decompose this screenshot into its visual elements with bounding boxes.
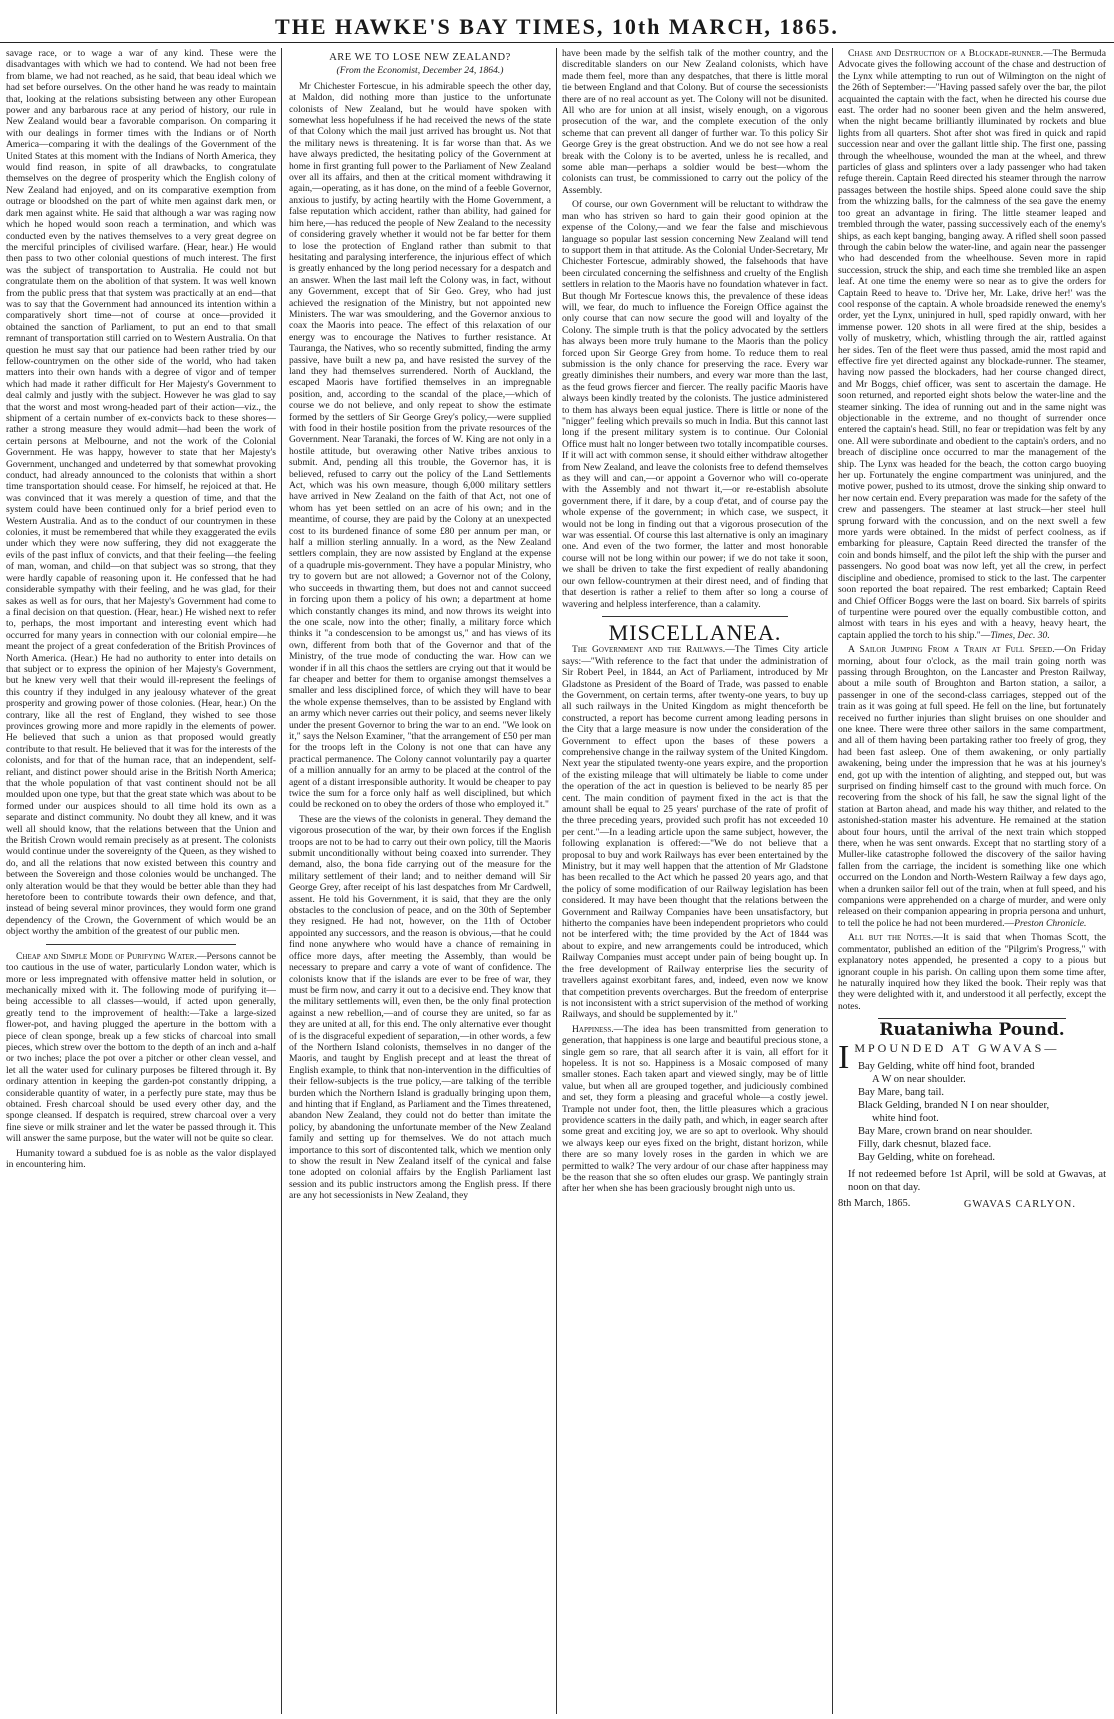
water-article-title: Cheap and Simple Mode of Purifying Water. [16, 950, 197, 962]
notice-date: 8th March, 1865. [838, 1197, 911, 1209]
column-2 [289, 48, 551, 1714]
divider [878, 1018, 1066, 1019]
railways-article [562, 644, 828, 1020]
masthead-rule [0, 42, 1114, 43]
blockade-article [838, 48, 1106, 641]
article-paragraph: These are the views of the colonists in general. They demand the vigorous prosecution of the war, by their own forces if the English troops are not to be had to carry out their own policy, till the Maoris submit unconditionally without being coaxed into surrender. They demand, also, the bona fide carrying out of the measure for the military settlement of their land; and to neither demand will Sir George Grey, after receipt of his last despatches from Mr Cardwell, assent. He told his Government, it is said, that they are the only obstacles to the conclusion of peace, and on the 30th of September they resigned. He had not, however, on the 11th of October appointed any successors, and the reason is obvious,—that he could find none anywhere who would have a chance of remaining in office more days, after meeting the Assembly, than would be necessary to prepare and carry a vote of want of confidence. The colonists know that if the islands are ever to be free of war, they must be firm now, and carry it out to a decisive end. They know that the military settlements will, even then, be the only final protection against a new rebellion,—and of course they are united, so far as they are united at all, for this end. The only alternative ever thought of is the disgraceful expedient of separation,—in other words, a few of the Northern Island colonists, themselves in no danger of the Maoris, and taught by English precept and at least the threat of English example, to think that non-intervention in the difficulties of their fellow-subjects is the true policy,—are talking of the terrible burden which the Northern Island is gradually bringing upon them, and hinting that if England, as Parliament and the Times threatened, abandon New Zealand, they could not do better than imitate the policy, by abandoning the unfortunate member of the New Zealand family and setting up for themselves. We do not attach much importance to this sort of discontented talk, which we mention only to show the result in New Zealand itself of the cynical and false tone adopted on colonial affairs by the English Parliament last session and its public instructors among the English press. If there are any hot secessionists in New Zealand, they [289, 813, 551, 1202]
notice-signature: GWAVAS CARLYON. [963, 1199, 1076, 1211]
section-heading: MISCELLANEA. [608, 619, 782, 645]
article-paragraph: Mr Chichester Fortescue, in his admirable speech the other day, at Maldon, did nothing more than justice to the unfortunate colonists of New Zealand, but he would have spoken with somewhat less hopefulness if he had received the news of the state of that Colony which the mail just arrived has brought us. Not that the military news is threatening. It is far worse than that. As we have always predicted, the hesitating policy of the Government at home in first granting full power to the Parliament of New Zealand over all its affairs, and then at the critical moment withdrawing it again,—operating, as it has done, on the mind of a feeble Governor, anxious to justify, by acting heartily with the Home Government, a false reputation which accident, rather than ability, had gained for him here,—has reduced the people of New Zealand to the necessity of considering gravely whether it would not be far better for them to lose the protection of England rather than submit to that hesitating and paralysing interference, the injurious effect of which is greatly enhanced by the long period necessary for a despatch and an answer. When the last mail left the Colony was, in fact, without any Government, except that of Sir Geo. Grey, who had just achieved the resignation of the Ministry, but not appointed new Ministers. The war was smouldering, and the Governor anxious to coax the Maoris into peace. The effect of this relaxation of our energy was to encourage the Natives to further resistance. At Tauranga, the Natives, who so recently submitted, finding the army passive, have built a new pa, and have resisted the survey of the land they had themselves surrendered. North of Auckland, the escaped Maoris have fortified themselves in an impregnable position, and, according to the scandal of the place,—which of course we do not believe, and only repeat to show the estimate formed by the settlers of Sir George Grey's policy,—were supplied with food in their hostile position from the private resources of the Government. Near Taranaki, the forces of W. King are not only in a hostile attitude, but overawing other Native tribes anxious to submit. And, pending all this trouble, the Governor has, it is believed, refused to carry out the policy of the Land Settlements Act, which was his own measure, though 6,000 military settlers have arrived in New Zealand on the faith of that Act, not one of whom has yet been settled on an acre of his own; and in the meantime, of course, they are paid by the Colony at an unexpected cost to its burdened finance of some £80 per annum per man, or half a million sterling annually. In a word, as the New Zealand settlers complain, they are now assisted by England at the expense of a quadruple mis-government. They have a popular Ministry, who try to govern but are not allowed; a Governor not of the Colony, who succeeds in thwarting them, but does not and cannot succeed in forcing upon them a policy of his own; a department at home which constantly changes its mind, and now throws its weight into the one scale, now into the other; finally, a military force which thinks it "a condescension to be amongst us," and has views of its own, different from both that of the Governor and that of the Ministry, of the true mode of conducting the war. How can we wonder if in all this chaos the settlers are crying out that it would be far cheaper and better for them to organise amongst themselves a smaller and less disciplined force, of which they will have to bear the whole expense themselves, than to be assisted by England with an army which never carries out their policy, and seems never likely under the present Governor to bring the war to an end. "We look on it," says the Nelson Examiner, "that the arrangement of £50 per man for the troops left in the Colony is not one that can have any practical permanence. The Colony cannot voluntarily pay a quarter of a million annually for an army to be placed at the control of the agent of a distant irresponsible authority. It would be cheaper to pay twice the sum for a force only half as well disciplined, but which could be reckoned on to obey the orders of those who employed it." [289, 80, 551, 811]
list-item: Bay Mare, crown brand on near shoulder. [858, 1125, 1033, 1137]
happiness-text: —The idea has been transmitted from generation to generation, that happiness is one large and beautiful precious stone, a single gem so rare, that all search after it is vain, all effort for it hopeless. It is not so. Happiness is a Mosaic composed of many smaller stones. Each taken apart and viewed singly, may be of little value, but when all are grouped together, and judiciously combined and set, they form a pleasing and graceful whole—a costly jewel. Trample not under foot, then, the little pleasures which a gracious providence scatters in the daily path, and which, in eager search after some great and exciting joy, we are so apt to overlook. Why should we always keep our eyes fixed on the bright, distant horizon, while there are so many lovely roses in the garden in which we are permitted to walk? The very ardour of our chase after happiness may be the reason that she so often eludes our grasp. We pantingly strain after her when she has been graciously brought nigh unto us. [562, 1023, 828, 1195]
drop-cap: I [838, 1038, 853, 1076]
pound-heading: Ruataniwha Pound. [879, 1020, 1065, 1041]
newspaper-title: THE HAWKE'S BAY TIMES, 10th MARCH, 1865. [275, 14, 839, 39]
column-divider [832, 48, 833, 1714]
column-1 [6, 48, 276, 1714]
list-item: Bay Gelding, white on forehead. [858, 1151, 996, 1163]
sailor-attribution: Preston Chronicle. [1014, 917, 1087, 929]
notes-text: —It is said that when Thomas Scott, the commentator, published an edition of the "Pilgrim's Progress," with explanatory notes appended, he presented a copy to a pious but ignorant couple in his parish. On calling upon them some time after, he naturally inquired how they liked the book. Their reply was that they were delighted with it, and understood it all perfectly, except the notes. [838, 932, 1106, 1012]
notes-title: All but the Notes. [848, 932, 934, 944]
divider [602, 616, 788, 617]
column-3 [562, 48, 828, 1714]
blockade-text: —The Bermuda Advocate gives the following account of the chase and destruction of the Lynx while attempting to run out of Wilmington on the night of the 26th of September:—"Having passed safely over the bar, the pilot acquainted the captain with the fact, when he directed his course due east. The order had no sooner been given and the helm answered, when the night became brilliantly illuminated by rockets and blue lights from all quarters. Shot after shot was fired in quick and rapid succession near and over the gallant little ship. The first one, passing through the wheelhouse, wounded the man at the wheel, and threw particles of glass and splinters over a lady passenger who had taken refuge therein. Captain Reed directed his steamer through the narrow passages between the hostile ships. Speed alone could save the ship from the whizzing balls, for the calmness of the sea gave the enemy too great an advantage in firing. The little steamer leaped and trembled through the water, passing successively each of the enemy's ships, as each kept banging, banging away. A rifled shell soon passed through the cabin below the water-line, and again near the passenger who had descended from the wheelhouse. Seven more in rapid succession, struck the ship, and each time she trembled like an aspen leaf. At one time the enemy were so near as to give the orders for Captain Reed to heave to. 'Drive her, Mr. Lake, drive her!' was the cool response of the captain. A whole broadside renewed the enemy's order, yet the Lynx, uninjured in hull, sped rapidly onward, with her immense power. 120 shots in all were fired at the ship, besides a volly of musketry, which, whistling through the air, rattled against her sides. Ten of the fleet were thus passed, amid the most rapid and effective fire yet directed against any blockade-runner. The steamer, having now passed the blockaders, had her course changed direct, and Mr Boggs, chief officer, was sent to ascertain the damage. He soon returned, and reported eight shots below the water-line and the steamer sinking. The idea of running out and in the same night was objectionable in the extreme, and no thought of surrender once entered the captain's head. Still, no fear or trepidation was felt by any one. All were subordinate and obedient to the captain's orders, and no breach of discipline once occurred to mar the management of the ship. The Lynx was headed for the beach, the cotton cargo buoying her up. Fortunately the engine compartment was uninjured, and the motive power, pushed to its utmost, drove the sinking ship onward to her now certain end. Every preparation was made for the safety of the crew and passengers. The steamer at last struck—her steel hull sprung forward with the concussion, and on the next swell a few more yards were obtained. In the midst of perfect coolness, as if embarking for pleasure, Captain Reed directed the transfer of the coin and bonds himself, and the pilot left the ship with the purser and passengers. No good boat was now left, yet all the crew, in perfect discipline and obedience, promised to stick to the last. The carpenter soon reported the boat repaired. The rest embarked; Captain Reed and Chief Officer Boggs were the last on board. Six barrels of spirits of turpentine were poured over the equally combustible cotton, and almost with tears in his eyes and with a heavy, heavy heart, the captain applied the torch to his ship."— [838, 48, 1106, 641]
article-source: (From the Economist, December 24, 1864.) [336, 65, 504, 77]
sailor-title: A Sailor Jumping From a Train at Full Speed. [848, 644, 1055, 656]
list-item: A W on near shoulder. [872, 1073, 966, 1085]
pound-opening-text: MPOUNDED AT GWAVAS— [854, 1040, 1060, 1055]
humanity-note: Humanity toward a subdued foe is as noble as the valor displayed in encountering him. [6, 1147, 276, 1170]
list-item: Black Gelding, branded N I on near shoulder, [858, 1099, 1050, 1111]
sailor-article [838, 644, 1106, 929]
railways-text: —The Times City article says:—"With reference to the fact that under the administration of Sir Robert Peel, in 1844, an Act of Parliament, introduced by Mr Gladstone as President of the Board of Trade, was passed to enable the Government, on certain terms, after twenty-one years, to buy up all such railways in the United Kingdom as might thenceforth be constructed, a report has become current among leading persons in the City that a large measure is now under the consideration of the Government to effect upon the bases of these powers a comprehensive change in the railway system of the United Kingdom. Next year the stipulated twenty-one years expire, and the proportion of the existing mileage that will ultimately be liable to come under the operation of the act in question is believed to be nearly 85 per cent. The main condition of payment fixed in the act is that the amount shall be equal to 25 years' purchase of the rate of profit of the three preceding years, provided such profit has not exceeded 10 per cent."—In a leading article upon the same subject, however, the following explanation is offered:—"We do not believe that a proposal to buy and work Railways has ever been entertained by the Ministry, but it may well happen that the attention of Mr Gladstone has been recalled to the Act which he passed 20 years ago, and that the policy of some modification of our Railway legislation has been considered. It may have been thought that the relations between the Government and Railway Companies have been unsatisfactory, but hitherto the companies have been independent proprietors who could not be interfered with; the time provided by the Act of 1844 was about to expire, and new arrangements could be introduced, which Railway Companies must accept under pain of being bought up. In the free development of Railway enterprise lies the security of travellers against exorbitant fares, and, indeed, even now we know that competition prevents overcharges. But the freedom of enterprise is not inconsistent with a strict supervision of the method of working Railways, and should be supplemented by it." [562, 644, 828, 1021]
list-item: white hind foot. [872, 1112, 939, 1124]
article-body: savage race, or to wage a war of any kind. These were the disadvantages with which we had to contend. We had not been free from blame, we had not reached, as he said, that beau ideal which we had set before ourselves. On the other hand he was ready to maintain that, looking at the relations subsisting between any other European power and any barbarous race at any period of history, our rule in New Zealand would bear a favorable comparison. On comparing it with our dealings in former times with the Indians or of North America—comparing it with the dealings of the Government of the United States at this moment with the Indians of North America, they would find reason, in spite of all drawbacks, to congratulate themselves on the degree of prosperity which the English colony of New Zealand had enjoyed, and on its comparative exemption from outrage or bloodshed on the part of white men against dark men, or dark men against white. He said that although a war was raging now which he hoped would soon reach a termination, and which was conducted even by the natives themselves to a very great degree on the merciful principles of civilised warfare. (Hear, hear.) He would then pass to two other colonial questions of much interest. The first was the subject of transportation to Australia. He could not but congratulate them on the abolition of that system. It was well known from the public press that that system was practically at an end—that was to say that the Government had announced its intention within a comparatively short time—not of course at once—provided it obtained the sanction of Parliament, to put an end to that small remnant of transportation still carried on to Western Australia. On that question he must say that our patience had been rather tried by our fellow-countrymen on the other side of the world, who had taken matters into their own hands with a degree of vigor and of temper which had made it rather difficult for Her Majesty's Government to deal calmly and justly with the subject. However he was glad to say that the worst and most wrong-headed part of their action—viz., the shipment of a certain number of ex-convicts back to these shores—rather a strong measure they would admit—had been the work of certain persons at Melbourne, and not the work of the Colonial Government. He was happy, however to state that her Majesty's Government, unchanged and undeterred by that somewhat provoking conduct, had already announced to the colonists that within a short time transportation should cease. For himself, he rejoiced at that. He was convinced that it was merely a question of time, and that the system could have been continued only for a brief period even to Western Australia. And as to the conduct of our countrymen in these colonies, it must be remembered that while they exaggerated the evils under which they were now suffering, they did not exaggerate the evils of the past influx of convicts, and that their feeling—the feeling of man, woman, and child—on that subject was so strong, that they were hardly capable of reasoning upon it. He confessed that he had considerable sympathy with their feeling, and he was glad, for their sakes as well as for ours, that her Majesty's Government had come to a final decision on that question. (Hear, hear.) He wished next to refer to, perhaps, the most important and interesting event which had occurred for many years in connection with our colonial empire—he meant the project of a great confederation of the British Provinces of North America. (Hear.) He had no authority to enter into details on that subject or to express the opinion of her Majesty's Government, but he knew very well that their would ill-represent the feelings of this country if they indulged in any jealousy whatever of the great prosperity and growing power of those colonies. (Hear, hear.) On the contrary, like all the rest of England, they wished to see those provinces growing more and more rapidly in the elements of power. He believed that such a union as that proposed would greatly contribute to that result. He believed that it was for the interests of the colonists, and for that of the human race, that an independent, self-reliant, and distinct power should arise in the British North America; that the whole population of that vast continent should not be all moulded upon one type, but that the great state which was about to be formed under our auspices should to all time hold its own as a separate and distinct community. No doubt they all knew, and it was well all should know, that the relations between that the Union and the British Crown would remain precisely as at present. The colonists would continue under the sovereignty of the Queen, as they wished to do, and all the relations that now existed between this country and between the Sovereign and those colonies would be unchanged. The only alteration would be that they would be better able than they had heretofore been to contribute towards their own defence, and that, instead of being several minor provinces, they would form one grand dependency of the Crown, the Government of which would be an object worthy the ambition of the greatest of our public men. [6, 48, 276, 938]
blockade-title: Chase and Destruction of a Blockade-runner. [848, 48, 1044, 59]
happiness-article [562, 1024, 828, 1195]
water-article [6, 951, 276, 1145]
list-item: Filly, dark chesnut, blazed face. [858, 1138, 992, 1150]
list-item: Bay Gelding, white off hind foot, branded [858, 1060, 1035, 1072]
article-title: ARE WE TO LOSE NEW ZEALAND? [329, 52, 511, 63]
column-divider [556, 48, 557, 1714]
article-paragraph: Of course, our own Government will be reluctant to withdraw the man who has striven so hard to gain their good opinion at the expense of the Colony,—and we fear the false and mischievous language so popular last session concerning New Zealand will tend to support them in that attitude. As the Colonial Under-Secretary, Mr Chichester Fortescue, admirably showed, the falsehoods that have been circulated concerning the selfishness and cruelty of the English settlers in relation to the Maoris have no foundation whatever in fact. But though Mr Fortescue knows this, the prevalence of these ideas will, we fear, do much to influence the Foreign Office against the only course that can now secure the good will and loyalty of the Colony. The simple truth is that the policy advocated by the settlers has always been more truly humane to the Maoris than the policy forced upon Sir George Grey from home. To reduce them to real submission is the only chance for preserving the race. Every war greatly diminishes their numbers, and every war more than the last, as the feud grows fiercer and fiercer. The really pacific Maoris have always been kindly treated by the colonists. The justice administered to them has always been equal justice. There is little or none of the "nigger" feeling which prevails so much in India. But this cannot last long if the present military system is to continue. Our Colonial Office must halt no longer between two totally incompatible courses. If it will act with common sense, it should either withdraw altogether from New Zealand, and leave the colonists free to defend themselves as they will and can,—or appoint a Governor who will co-operate with the Assembly and not thwart it,—or re-establish absolute government there, if it dare, by a coup d'etat, and of course pay the whole expense of the government; in which case, we suspect, it would not be long in finding out that a vigorous prosecution of the war was essential. Of course this last alternative is only an imaginary one. And even of the two former, the latter and most honorable course will not be long within our power; if we do not take it soon, we shall be driven to take the first expedient of really abandoning our own fellow-countrymen at their direst need, and of finding that that desertion is rather a relief to them after so long a course of wavering and helpless interference, than a calamity. [562, 199, 828, 610]
water-article-text: —Persons cannot be too cautious in the use of water, particularly London water, which is more or less impregnated with offensive matter held in solution, or mechanically mixed with it. The following mode of purifying it—being accessible to all classes—would, if acted upon generally, greatly tend to the improvement of health:—Take a large-sized flower-pot, and having plugged the aperture in the bottom with a piece of clean sponge, break up a few sticks of charcoal into small pieces, which strew over the bottom to the depth of an inch and a-half or two inches; place the pot over a pitcher or other clean vessel, and let all the water used for culinary purposes be filtered through it. By ordinary attention in keeping the garden-pot constantly dripping, a considerable quantity of water, in a perfectly pure state, may thus be obtained. Fresh charcoal should be used every other day, and the sponge cleansed. If despatch is required, strew charcoal over a very fine sieve or milk strainer and let the water be passed through it. This will answer the same purpose, but the water will not be quite so clear. [6, 950, 276, 1145]
column-divider [281, 48, 282, 1714]
divider [46, 944, 236, 945]
happiness-title: Happiness. [572, 1023, 614, 1035]
article-paragraph: have been made by the selfish talk of the mother country, and the discreditable slanders on our New Zealand colonists, which have made them feel, more than any despatches, that there is little moral tie between England and that Colony. But of course the secessionists there are of no real account as yet. The Colony will not be disunited. All who are for union at all insist, wisely enough, on a vigorous prosecution of the war, and the complete execution of the only scheme that can prevent all danger of further war. To this policy Sir George Grey is the great obstruction. And we do not see how a real break with the Colony is to be averted, unless he is recalled, and some able man—perhaps a soldier would be best—whom the colonists can trust, be commissioned to carry out the policy of the Assembly. [562, 48, 828, 196]
column-4 [838, 48, 1106, 1714]
notes-article [838, 932, 1106, 1012]
blockade-attribution: Times, Dec. 30. [990, 629, 1050, 641]
pound-notice: If not redeemed before 1st April, will be sold at Gwavas, at noon on that day. [848, 1168, 1106, 1193]
sailor-text: —On Friday morning, about four o'clock, as the mail train going north was passing through Broughton, on the Lancaster and Preston Railway, about a mile south of Broughton and Barton station, a sailor, a passenger in one of the second-class carriages, stepped out of the train as it was going at full speed. He fell on the line, but fortunately received no further injuries than slight bruises on one shoulder and one knee. There were three other sailors in the same compartment, and all of them having been partaking rather too freely of grog, they had been fast asleep. One of them awakening, or only partially awakening, being under the impression that he was at his journey's end, got up with the intention of alighting, and stepped out, but was surprised on finding himself cast to the ground with much force. On recovering from the shock of his fall, he saw the signal light of the station at Barton ahead, and made his way thither, and related to the astonished-station master his adventure. He remained at the station about four hours, until the arrival of the next train which stopped there, when he was sent onwards. Except that no startling story of a Muller-like catastrophe followed the discovery of the sailor having fallen from the carriage, the incident is something like one which occurred on the London and North-Western Railway a few days ago, when a drunken sailor fell out of the train, when at full speed, and his companions were apprehended on a charge of murder, and were only released on their companion appearing in propria persona and unhurt, to tell the police he had not been murdered.— [838, 644, 1106, 929]
impounded-list [858, 1060, 1106, 1164]
list-item: Bay Mare, bang tail. [858, 1086, 945, 1098]
masthead [0, 0, 1114, 44]
railways-title: The Government and the Railways. [572, 644, 726, 656]
